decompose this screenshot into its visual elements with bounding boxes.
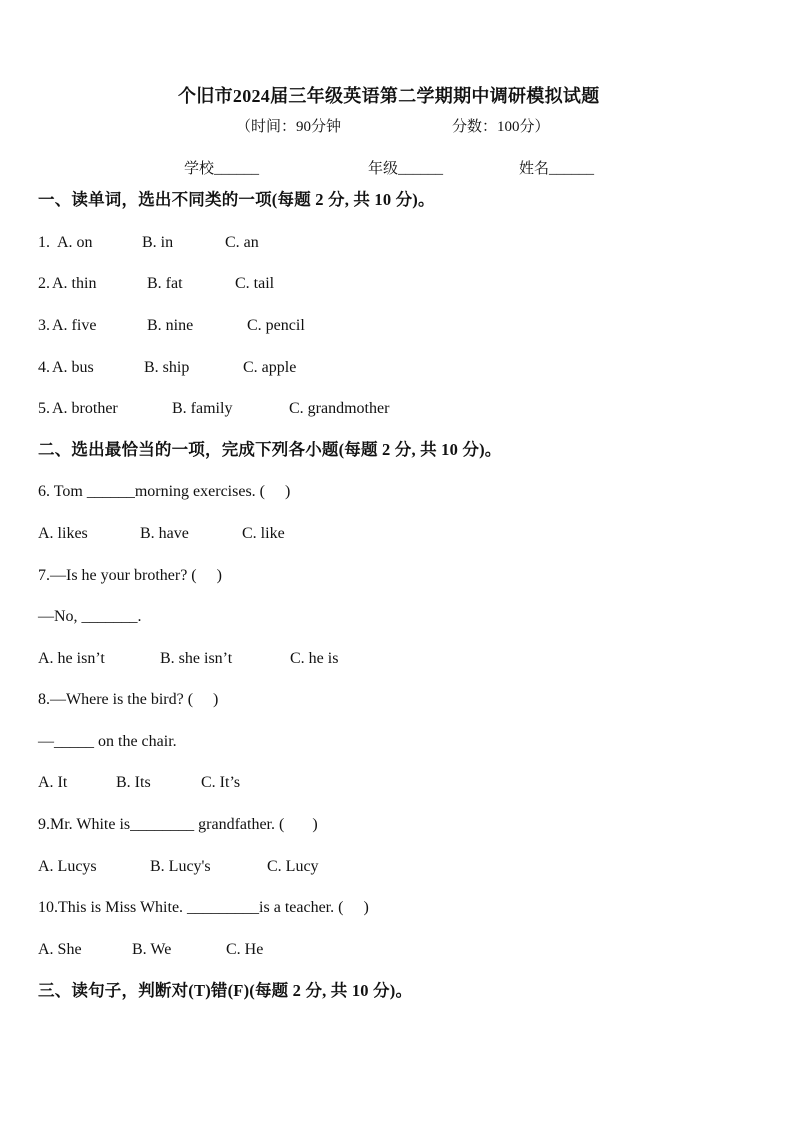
page-title: 个旧市2024届三年级英语第二学期期中调研模拟试题 [178,86,600,106]
option-a: A. Lucys [38,858,97,875]
grade-field: 年级______ [368,161,444,177]
option-b: B. in [142,234,174,251]
option-c: C. like [242,525,285,542]
question-number: 1. [38,234,50,251]
section-1-heading: 一、读单词，选出不同类的一项(每题 2 分, 共 10 分)。 [38,190,435,209]
name-field: 姓名______ [519,161,595,177]
question-stem: 6. Tom ______morning exercises. ( ) [38,483,291,500]
question-stem: 10.This is Miss White. _________is a teacher. ( ) [38,899,369,916]
question-number: 3. [38,317,50,334]
section-2-heading: 二、选出最恰当的一项，完成下列各小题(每题 2 分, 共 10 分)。 [38,440,502,459]
option-c: C. apple [243,359,297,376]
option-b: B. nine [147,317,194,334]
option-b: B. Its [116,774,151,791]
option-a: A. thin [52,275,97,292]
option-a: A. likes [38,525,88,542]
question-reply: —No, _______. [38,608,142,625]
option-a: A. on [57,234,93,251]
question-stem: 8.—Where is the bird? ( ) [38,691,219,708]
option-c: C. an [225,234,259,251]
school-field: 学校______ [184,161,260,177]
exam-time: （时间：90分钟 [236,119,342,135]
option-a: A. She [38,941,82,958]
question-number: 4. [38,359,50,376]
option-b: B. Lucy's [150,858,211,875]
option-b: B. family [172,400,233,417]
option-b: B. have [140,525,189,542]
option-a: A. five [52,317,97,334]
question-number: 5. [38,400,50,417]
option-b: B. she isn’t [160,650,233,667]
option-c: C. grandmother [289,400,390,417]
option-c: C. He [226,941,264,958]
option-a: A. brother [52,400,118,417]
question-stem: 7.—Is he your brother? ( ) [38,567,222,584]
option-a: A. bus [52,359,94,376]
question-stem: 9.Mr. White is________ grandfather. ( ) [38,816,318,833]
option-c: C. he is [290,650,339,667]
option-b: B. ship [144,359,190,376]
option-b: B. We [132,941,172,958]
option-a: A. It [38,774,68,791]
question-reply: —_____ on the chair. [38,733,177,750]
option-c: C. It’s [201,774,241,791]
option-c: C. pencil [247,317,305,334]
option-a: A. he isn’t [38,650,105,667]
option-b: B. fat [147,275,183,292]
option-c: C. tail [235,275,275,292]
question-number: 2. [38,275,50,292]
exam-score: 分数：100分） [452,119,550,135]
section-3-heading: 三、读句子，判断对(T)错(F)(每题 2 分, 共 10 分)。 [38,981,413,1000]
option-c: C. Lucy [267,858,319,875]
